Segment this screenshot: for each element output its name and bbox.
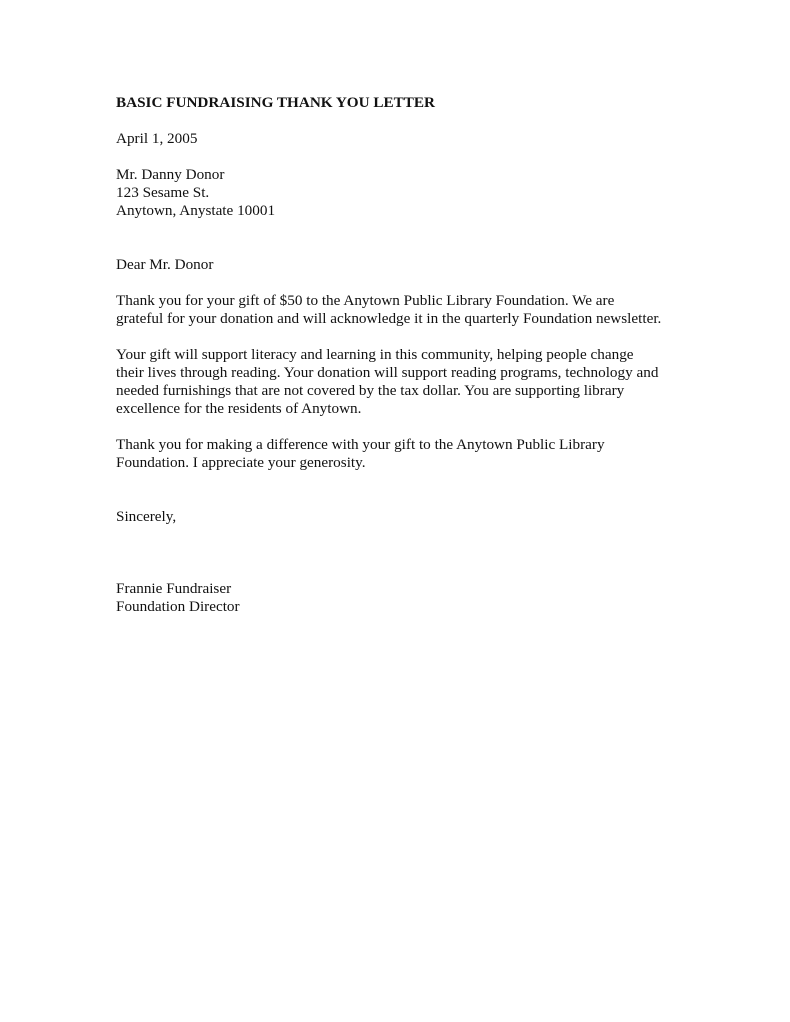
paragraph-line: needed furnishings that are not covered by the tax dollar. You are supporting library — [116, 382, 625, 399]
recipient-name: Mr. Danny Donor — [116, 166, 225, 183]
paragraph-line: their lives through reading. Your donation will support reading programs, technology and — [116, 364, 659, 381]
body-paragraph-1 — [116, 292, 716, 328]
paragraph-line: excellence for the residents of Anytown. — [116, 400, 362, 417]
signer-role: Foundation Director — [116, 598, 240, 615]
signer-name: Frannie Fundraiser — [116, 580, 232, 597]
letter-page — [116, 94, 716, 616]
body-paragraph-3 — [116, 436, 716, 472]
letter-title: BASIC FUNDRAISING THANK YOU LETTER — [116, 94, 435, 111]
closing: Sincerely, — [116, 508, 177, 525]
recipient-street: 123 Sesame St. — [116, 184, 210, 201]
recipient-address — [116, 166, 716, 220]
paragraph-line: Foundation. I appreciate your generosity. — [116, 454, 366, 471]
salutation: Dear Mr. Donor — [116, 256, 214, 273]
letter-date: April 1, 2005 — [116, 130, 198, 147]
paragraph-line: Thank you for making a difference with your gift to the Anytown Public Library — [116, 436, 605, 453]
paragraph-line: Thank you for your gift of $50 to the Anytown Public Library Foundation. We are — [116, 292, 615, 309]
signature-block — [116, 580, 716, 616]
paragraph-line: Your gift will support literacy and learning in this community, helping people change — [116, 346, 634, 363]
paragraph-line: grateful for your donation and will acknowledge it in the quarterly Foundation newsletter. — [116, 310, 662, 327]
body-paragraph-2 — [116, 346, 716, 418]
recipient-city-state-zip: Anytown, Anystate 10001 — [116, 202, 276, 219]
